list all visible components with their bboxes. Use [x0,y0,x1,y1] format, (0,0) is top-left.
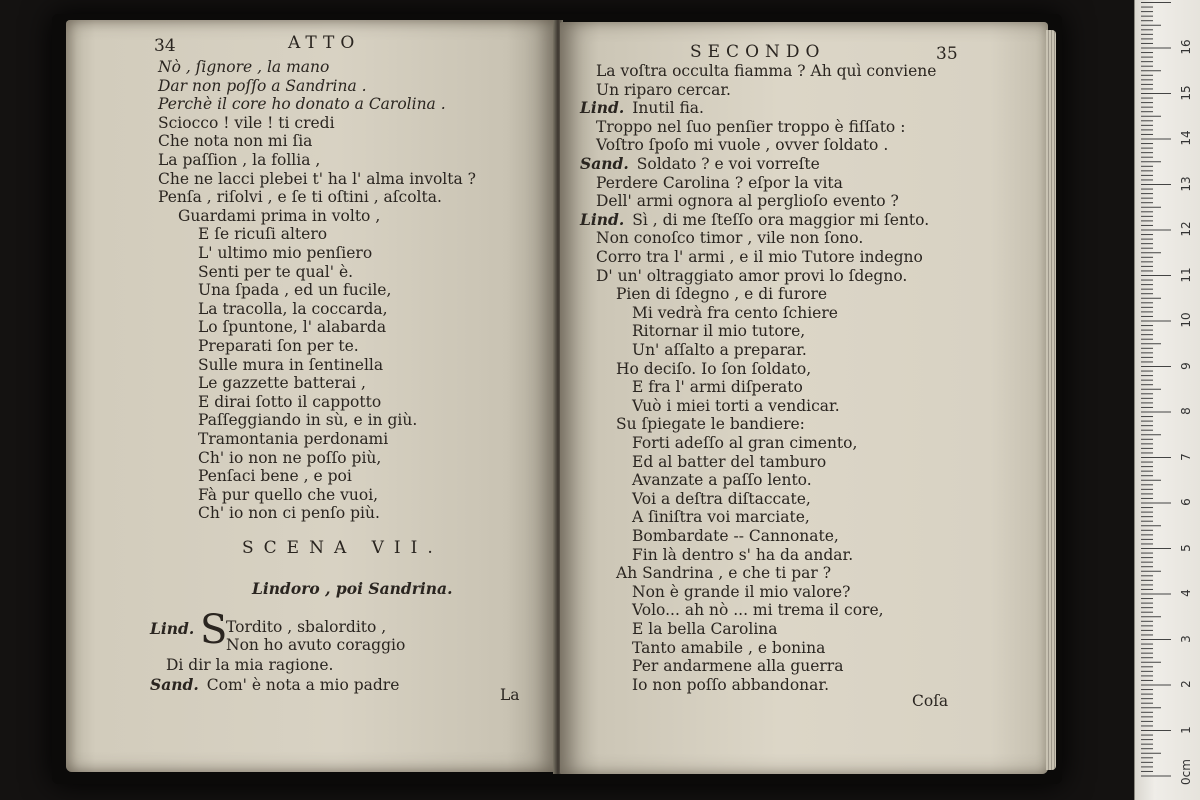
verse-text: Perdere Carolina ? eſpor la vita [596,173,843,192]
verse-line [632,601,884,619]
verse-text: Le gazzette batterai , [198,374,366,393]
verse-line [198,318,386,336]
ruler-number: 3 [1179,634,1193,643]
verse-text: E fra l' armi diſperato [632,378,803,397]
ruler-unit-label: 0cm [1179,759,1193,785]
verse-line [596,192,899,210]
ruler-number: 14 [1179,130,1193,146]
verse-text: Inutil fia. [632,99,704,118]
verse-text: Su ſpiegate le bandiere: [616,415,805,434]
speaker-name: Lind. [150,619,195,638]
ruler-number: 7 [1179,452,1193,461]
verse-text: D' un' oltraggiato amor provi lo ſdegno. [596,266,908,285]
verse-line [616,360,811,378]
verse-line [158,188,442,206]
verse-line [198,225,327,243]
verse-line [596,118,905,136]
page-edges [1046,30,1056,770]
verse-text: Una ſpada , ed un fucile, [198,281,392,300]
verse-line [632,527,839,545]
scene-subtitle: Lindoro , poi Sandrina. [252,579,453,598]
verse-line [632,322,805,340]
speaker-name: Lind. [580,209,625,229]
verse-text: Non conoſco timor , vile non ſono. [596,229,864,248]
verse-line [198,411,417,429]
left-page [66,20,556,772]
verse-text: Lo ſpuntone, l' alabarda [198,318,387,337]
verse-text: Ho deciſo. Io ſon ſoldato, [616,359,812,378]
ruler-number: 9 [1179,361,1193,370]
verse-line [198,486,378,504]
verse-text: Voi a deſtra diſtaccate, [632,489,811,508]
ruler-number: 5 [1179,543,1193,552]
verse-text: Che nota non mi ſia [158,132,313,151]
verse-text: A ſiniſtra voi marciate, [632,508,810,527]
verse-text: Perchè il core ho donato a Carolina . [158,95,446,114]
drop-cap-letter: S [200,607,228,653]
verse-line [632,341,807,359]
verse-text: Preparati ſon per te. [198,337,359,355]
verse-line [632,453,826,471]
verse-line [632,490,811,508]
verse-line [198,281,391,299]
ruler-number: 8 [1179,407,1193,415]
verse-line [198,504,380,522]
verse-line [632,583,850,601]
verse-line [596,248,923,266]
ruler-number: 2 [1179,680,1193,688]
verse-line [166,656,333,674]
verse-text: E la bella Carolina [632,620,778,638]
verse-text: Per andarmene alla guerra [632,657,844,676]
speaker-name: Sand. [150,675,199,694]
verse-line [596,62,936,80]
ruler-number: 6 [1179,498,1193,506]
verse-line [580,155,820,173]
verse-text: Fin là dentro s' ha da andar. [632,545,854,564]
ruler-number: 10 [1179,312,1193,328]
verse-text: Che ne lacci plebei t' ha l' alma involta ? [158,169,476,188]
verse-line [198,300,388,318]
verse-text: Ah Sandrina , e che ti par ? [616,564,832,583]
verse-line [596,136,888,154]
verse-line [158,77,367,95]
verse-text: Ch' io non ne poſſo più, [198,448,382,467]
ruler-number: 1 [1179,725,1193,734]
verse-line [158,132,312,150]
verse-text: Guardami prima in volto , [178,206,381,225]
verse-text: Ed al batter del tamburo [632,452,827,471]
verse-line [616,285,827,303]
verse-text: Avanzate a paſſo lento. [632,471,812,490]
left-page-number: 34 [154,36,176,56]
verse-text: Bombardate -- Cannonate, [632,527,839,545]
verse-line [632,304,838,322]
verse-line [632,639,825,657]
verse-text: Non ho avuto coraggio [226,636,406,654]
verse-line [616,564,831,582]
verse-text: E dirai ſotto il cappotto [198,392,382,411]
verse-line [198,449,381,467]
verse-text: Volo... ah nò ... mi trema il core, [632,601,884,620]
right-page [560,22,1048,774]
verse-line [198,393,381,411]
verse-text: Nò , ſignore , la mano [158,58,330,76]
verse-text: Corro tra l' armi , e il mio Tutore indegno [596,248,923,266]
verse-line [158,58,329,76]
verse-text: E ſe ricuſi altero [198,225,328,244]
verse-line [198,430,388,448]
verse-line [632,676,829,694]
ruler-number: 13 [1179,175,1193,192]
verse-text: Un' aſſalto a preparar. [632,341,807,359]
verse-line [226,636,405,654]
verse-text: Penſaci bene , e poi [198,467,352,486]
verse-line [198,263,353,281]
verse-line [198,374,366,392]
verse-text: Tordito , sbalordito , [226,618,387,636]
ruler-number: 4 [1179,589,1193,597]
verse-line [632,434,857,452]
verse-line [632,546,853,564]
verse-line [198,244,372,262]
verse-text: Dar non poſſo a Sandrina . [158,76,367,95]
left-running-head: ATTO [288,33,361,53]
verse-text: La paſſion , la follia , [158,151,321,169]
verse-text: Non è grande il mio valore? [632,582,851,601]
verse-line [616,415,805,433]
verse-text: Vuò i miei torti a vendicar. [632,396,840,415]
scene-title: SCENA VII. [242,538,443,558]
verse-line [198,337,359,355]
verse-text: Mi vedrà fra cento ſchiere [632,303,838,322]
verse-text: Ch' io non ci penſo più. [198,504,380,523]
speaker-name: Lind. [580,98,625,118]
verse-line [150,676,399,694]
verse-line [178,207,380,225]
dialogue-line [150,620,194,638]
verse-text: Voſtro ſpoſo mi vuole , ovver ſoldato . [596,136,889,155]
verse-text: Ritornar il mio tutore, [632,322,806,341]
verse-text: L' ultimo mio penſiero [198,244,373,262]
verse-line [158,151,320,169]
verse-line [632,657,843,675]
verse-text: Senti per te qual' è. [198,262,354,281]
verse-line [632,471,812,489]
verse-text: Com' è nota a mio padre [206,676,400,694]
verse-line [158,170,476,188]
ruler-number: 15 [1179,84,1193,101]
speaker-name: Sand. [580,154,629,173]
verse-text: Di dir la mia ragione. [166,656,334,674]
ruler-number: 12 [1179,221,1193,237]
ruler-number: 16 [1179,39,1193,55]
verse-text: La voſtra occulta fiamma ? Ah quì conviene [596,62,937,80]
verse-text: Paſſeggiando in sù, e in giù. [198,411,418,430]
verse-text: Penſa , riſolvi , e ſe ti oſtini , aſcolta. [158,188,442,207]
verse-line [596,229,863,247]
right-catchword: Coſa [912,692,949,710]
verse-text: Soldato ? e voi vorreſte [636,155,820,173]
verse-text: Sciocco ! vile ! ti credi [158,113,335,132]
verse-line [632,397,840,415]
verse-text: Sì , di me ſteſſo ora maggior mi ſento. [632,210,930,229]
right-page-number: 35 [936,44,958,64]
verse-line [596,174,843,192]
verse-text: Io non poſſo abbandonar. [632,675,830,694]
verse-line [596,267,907,285]
verse-line [198,467,352,485]
right-running-head: SECONDO [690,42,826,62]
verse-text: La tracolla, la coccarda, [198,299,388,318]
verse-line [580,99,704,117]
verse-text: Fà pur quello che vuoi, [198,485,379,504]
verse-text: Sulle mura in ſentinella [198,355,384,374]
verse-text: Tramontania perdonami [198,430,389,448]
verse-line [158,95,446,113]
verse-line [580,211,929,229]
verse-line [158,114,335,132]
verse-line [198,356,383,374]
verse-text: Un riparo cercar. [596,80,731,99]
verse-text: Forti adeſſo al gran cimento, [632,434,858,452]
ruler-number: 11 [1179,266,1193,283]
verse-line [632,378,803,396]
verse-line [632,508,810,526]
verse-text: Pien di ſdegno , e di furore [616,285,828,304]
verse-text: Dell' armi ognora al perglioſo evento ? [596,192,899,211]
verse-text: Tanto amabile , e bonina [632,638,826,657]
left-catchword: La [500,686,520,704]
verse-line [596,81,731,99]
verse-line [632,620,778,638]
verse-text: Troppo nel ſuo penſier troppo è fiſſato : [596,117,906,136]
